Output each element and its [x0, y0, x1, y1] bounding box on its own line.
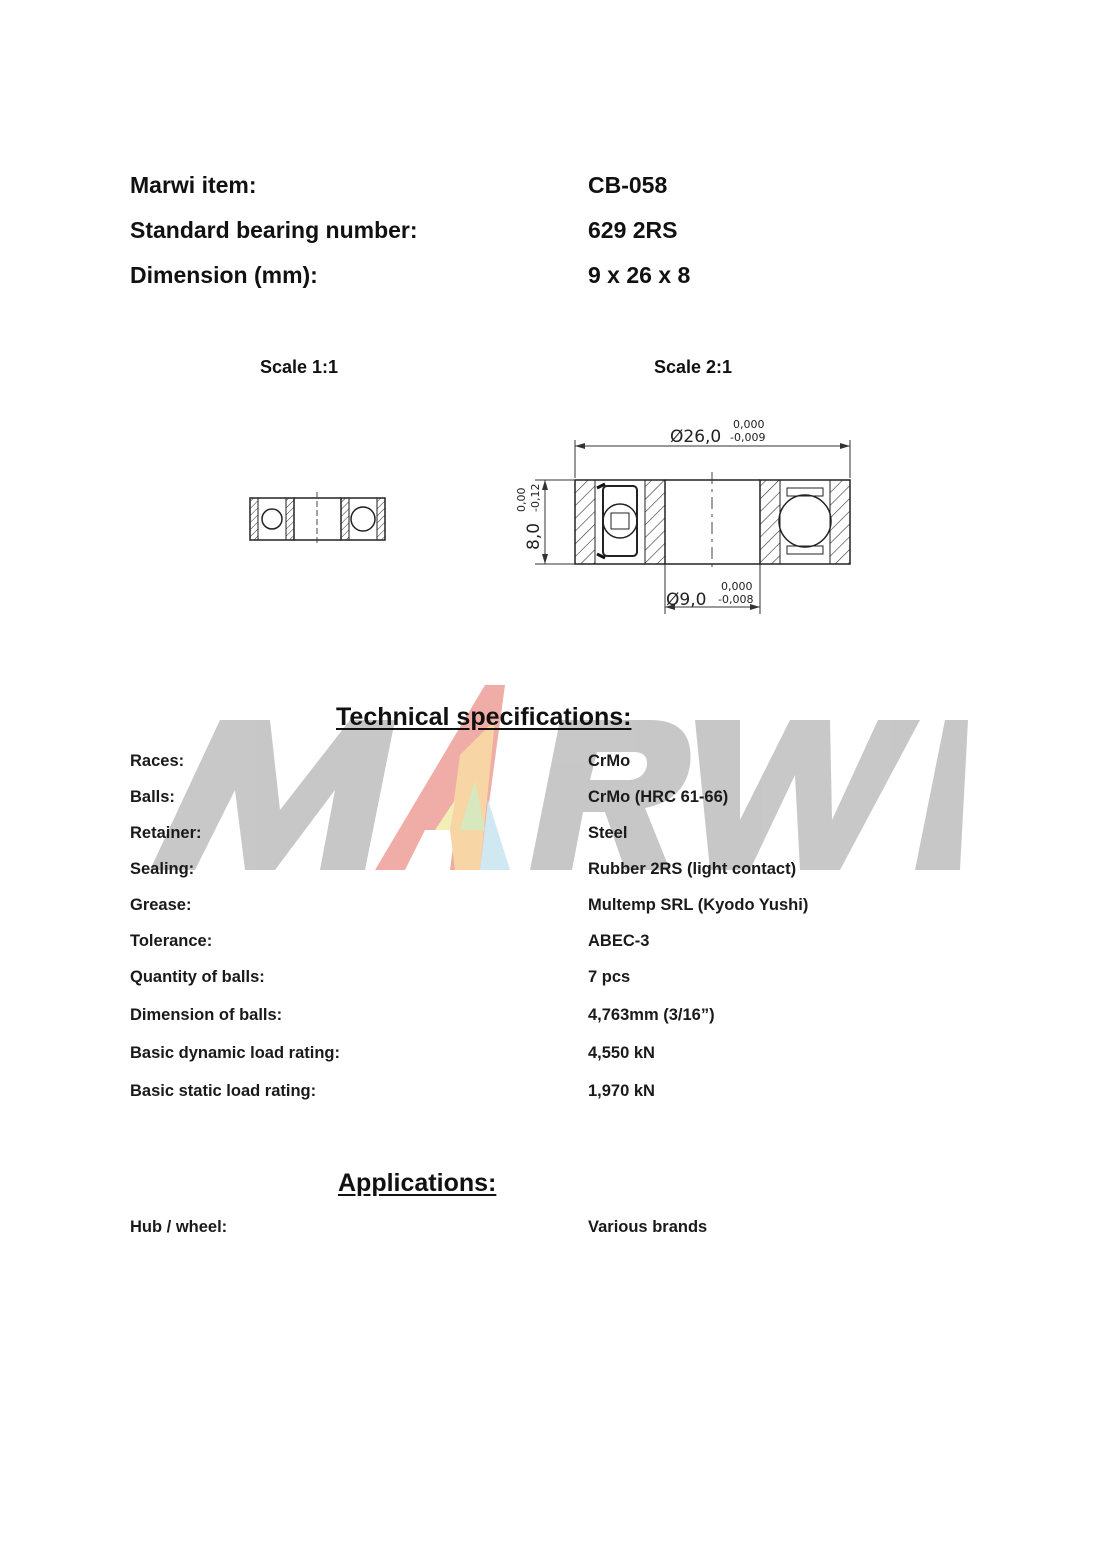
- marwi-item-label: Marwi item:: [130, 172, 257, 198]
- width-tol-upper: 0,00: [515, 487, 528, 512]
- inner-dim-text: Ø9,0: [666, 590, 707, 610]
- applications-title: Applications:: [338, 1169, 497, 1197]
- app-value-hub-wheel: Various brands: [588, 1218, 708, 1236]
- scale-1-label: Scale 1:1: [260, 357, 339, 377]
- spec-value-sealing: Rubber 2RS (light contact): [588, 860, 797, 878]
- spec-value-dimension-balls: 4,763mm (3/16”): [588, 1006, 715, 1024]
- spec-value-dynamic-load: 4,550 kN: [588, 1044, 655, 1062]
- app-label-hub-wheel: Hub / wheel:: [130, 1218, 228, 1236]
- spec-value-tolerance: ABEC-3: [588, 932, 650, 950]
- bearing-drawing-large: [505, 410, 865, 625]
- scale-2-label: Scale 2:1: [654, 357, 733, 377]
- spec-label-sealing: Sealing:: [130, 860, 195, 878]
- marwi-item-value: CB-058: [588, 172, 668, 198]
- bearing-drawing-small: [240, 490, 400, 550]
- spec-value-races: CrMo: [588, 752, 631, 770]
- outer-dim-text: Ø26,0: [670, 427, 722, 447]
- inner-tol-upper: 0,000: [721, 580, 753, 593]
- width-dim-text: 8,0: [524, 522, 544, 550]
- spec-value-static-load: 1,970 kN: [588, 1082, 655, 1100]
- dimension-label: Dimension (mm):: [130, 262, 318, 288]
- spec-label-static-load: Basic static load rating:: [130, 1082, 317, 1100]
- outer-tol-lower: -0,009: [730, 431, 766, 444]
- bearing-number-value: 629 2RS: [588, 217, 678, 243]
- spec-label-dynamic-load: Basic dynamic load rating:: [130, 1044, 340, 1062]
- spec-label-quantity-balls: Quantity of balls:: [130, 968, 265, 986]
- spec-value-balls: CrMo (HRC 61-66): [588, 788, 729, 806]
- spec-label-tolerance: Tolerance:: [130, 932, 213, 950]
- dimension-value: 9 x 26 x 8: [588, 262, 691, 288]
- spec-value-quantity-balls: 7 pcs: [588, 968, 631, 986]
- spec-label-retainer: Retainer:: [130, 824, 202, 842]
- spec-label-balls: Balls:: [130, 788, 175, 806]
- spec-label-grease: Grease:: [130, 896, 192, 914]
- inner-tol-lower: -0,008: [718, 593, 754, 606]
- spec-label-races: Races:: [130, 752, 185, 770]
- spec-label-dimension-balls: Dimension of balls:: [130, 1006, 283, 1024]
- spec-value-retainer: Steel: [588, 824, 628, 842]
- spec-value-grease: Multemp SRL (Kyodo Yushi): [588, 896, 809, 914]
- width-tol-lower: -0,12: [529, 483, 542, 512]
- outer-tol-upper: 0,000: [733, 418, 765, 431]
- bearing-number-label: Standard bearing number:: [130, 217, 418, 243]
- tech-spec-title: Technical specifications:: [336, 703, 632, 731]
